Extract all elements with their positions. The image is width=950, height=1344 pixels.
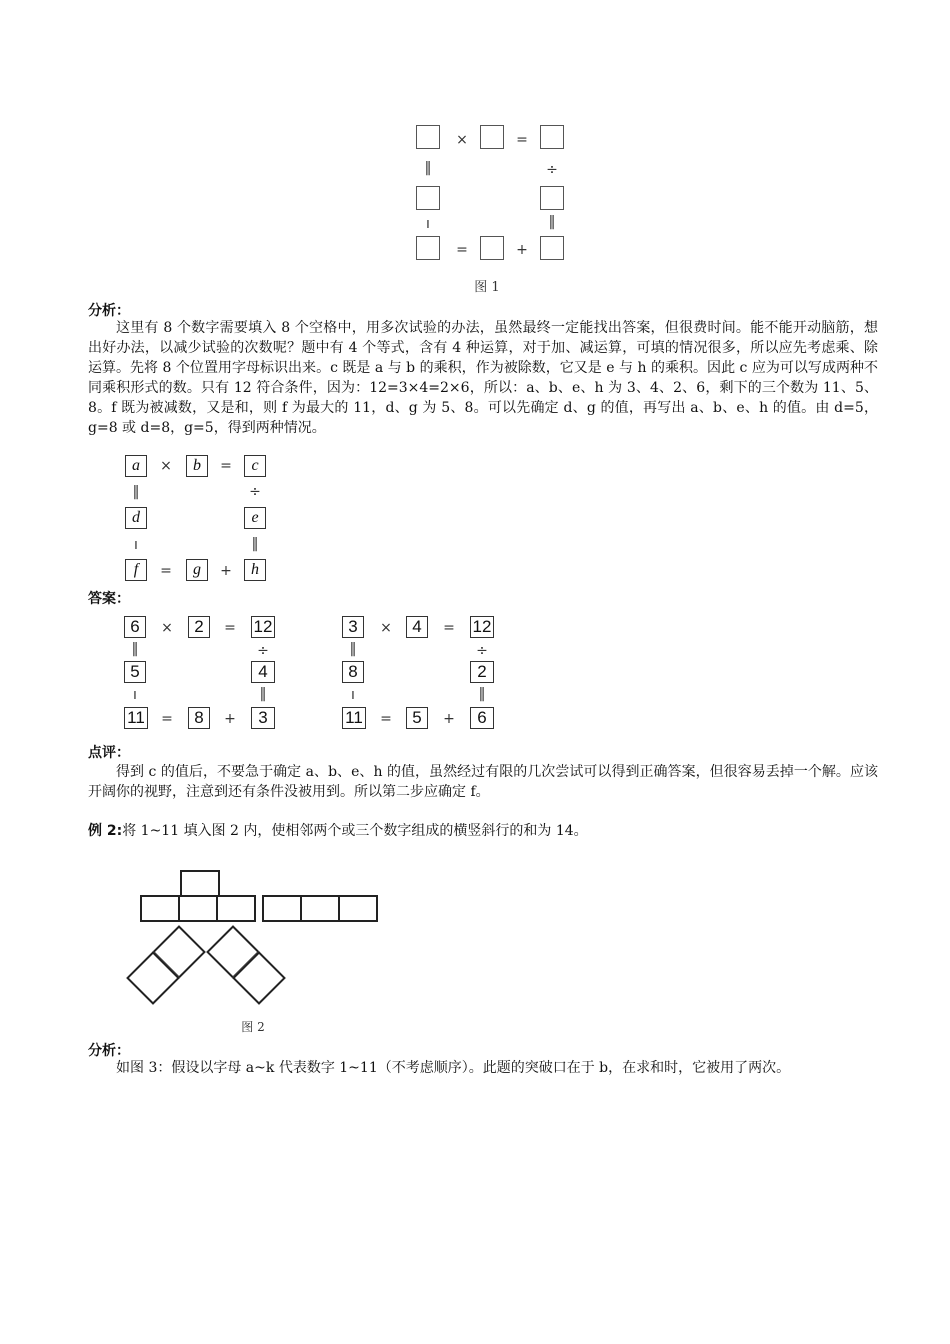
ans2-equals-2: = bbox=[380, 711, 392, 727]
ans1-box-c: 12 bbox=[251, 616, 275, 638]
fig1-eq-vertical: ‖ bbox=[424, 160, 432, 176]
fig2-cell-row1-1 bbox=[140, 895, 180, 922]
ans2-box-b: 4 bbox=[406, 616, 428, 638]
ans1-equals-2: = bbox=[161, 711, 173, 727]
answer-heading: 答案： bbox=[88, 591, 130, 607]
fig2-cell-row1-2 bbox=[178, 895, 218, 922]
letter-box-d: d bbox=[125, 507, 147, 529]
example-2-label: 例 2: bbox=[88, 823, 123, 839]
letter-box-h: h bbox=[244, 559, 266, 581]
ans2-box-h: 6 bbox=[470, 707, 494, 729]
figure-2-caption: 图 2 bbox=[241, 1020, 265, 1034]
letter-times: × bbox=[160, 458, 172, 474]
ans2-eq-vertical: ‖ bbox=[349, 641, 357, 657]
comment-paragraph: 得到 c 的值后，不要急于确定 a、b、e、h 的值，虽然经过有限的几次尝试可以得到正确答案，但很容易丢掉一个解。应该开阔你的视野，注意到还有条件没被用到。所以第二步应确定 f。 bbox=[88, 764, 878, 800]
analysis-heading: 分析： bbox=[88, 303, 130, 319]
ans2-box-e: 2 bbox=[470, 661, 494, 683]
ans1-box-b: 2 bbox=[188, 616, 210, 638]
ans2-times: × bbox=[380, 620, 392, 636]
fig1-box-c bbox=[540, 125, 564, 149]
ans2-minus-vertical: ı bbox=[351, 687, 355, 703]
ans1-divide: ÷ bbox=[257, 643, 269, 659]
letter-box-e: e bbox=[244, 507, 266, 529]
fig2-cell-row2-2 bbox=[300, 895, 340, 922]
letter-box-b: b bbox=[186, 455, 208, 477]
letter-eq-vertical: ‖ bbox=[132, 484, 140, 500]
ans2-box-c: 12 bbox=[470, 616, 494, 638]
fig1-equals: = bbox=[516, 132, 528, 148]
letter-box-a: a bbox=[125, 455, 147, 477]
letter-equals-2: = bbox=[160, 563, 172, 579]
ans1-box-f: 11 bbox=[124, 707, 148, 729]
fig1-divide: ÷ bbox=[546, 162, 558, 178]
ans1-eq-vertical: ‖ bbox=[131, 641, 139, 657]
analysis-2-paragraph: 如图 3：假设以字母 a~k 代表数字 1~11（不考虑顺序）。此题的突破口在于 b，在求和时，它被用了两次。 bbox=[116, 1060, 791, 1076]
ans2-box-a: 3 bbox=[342, 616, 364, 638]
fig2-cell-top bbox=[180, 870, 220, 897]
fig1-equals-2: = bbox=[456, 242, 468, 258]
example-2-text: 将 1~11 填入图 2 内，使相邻两个或三个数字组成的横竖斜行的和为 14。 bbox=[122, 823, 588, 839]
letter-box-g: g bbox=[186, 559, 208, 581]
letter-divide: ÷ bbox=[249, 484, 261, 500]
letter-box-f: f bbox=[125, 559, 147, 581]
ans2-plus: + bbox=[443, 711, 455, 727]
fig1-plus: + bbox=[516, 242, 528, 258]
analysis-paragraph: 这里有 8 个数字需要填入 8 个空格中，用多次试验的办法，虽然最终一定能找出答案，但很费时间。能不能开动脑筋，想出好办法，以减少试验的次数呢？题中有 4 个等式，含有 4 种运算，对于加、减运算，可填的情况很多，所以应先考虑乘、除运算。先将 8 个位置用字母标识出来。c 既是 a 与 b 的乘积，作为被除数，它又是 e 与 h 的乘积。因此 c 应为可以写成两种不同乘积形式的数。只有 12 符合条件，因为：12=3×4=2×6，所以：a、b、e、h 为 3、4、2、6，剩下的三个数为 11、5、8。f 既为被减数，又是和，则 f 为最大的 11，d、g 为 5、8。可以先确定 d、g 的值，再写出 a、b、e、h 的值。由 d=5，g=8 或 d=8，g=5，得到两种情况。 bbox=[88, 320, 878, 436]
fig1-box-a bbox=[416, 125, 440, 149]
letter-plus: + bbox=[220, 563, 232, 579]
fig1-eq-vertical-2: ‖ bbox=[548, 214, 556, 230]
ans2-eq-vertical-2: ‖ bbox=[478, 686, 486, 702]
ans1-eq-vertical-2: ‖ bbox=[259, 686, 267, 702]
ans1-box-a: 6 bbox=[124, 616, 146, 638]
analysis-2-heading: 分析： bbox=[88, 1043, 130, 1059]
fig1-box-h bbox=[540, 236, 564, 260]
fig2-cell-row1-3 bbox=[216, 895, 256, 922]
ans1-box-h: 3 bbox=[251, 707, 275, 729]
letter-box-c: c bbox=[244, 455, 266, 477]
fig1-box-b bbox=[480, 125, 504, 149]
letter-minus-vertical: ı bbox=[134, 537, 138, 553]
fig1-times: × bbox=[456, 132, 468, 148]
letter-equals: = bbox=[220, 458, 232, 474]
ans1-times: × bbox=[161, 620, 173, 636]
ans2-divide: ÷ bbox=[476, 643, 488, 659]
ans2-equals: = bbox=[443, 620, 455, 636]
fig1-box-f bbox=[416, 236, 440, 260]
ans1-box-g: 8 bbox=[188, 707, 210, 729]
ans1-minus-vertical: ı bbox=[133, 687, 137, 703]
ans1-box-d: 5 bbox=[124, 661, 146, 683]
fig2-cell-row2-1 bbox=[262, 895, 302, 922]
ans2-box-d: 8 bbox=[342, 661, 364, 683]
fig1-box-g bbox=[480, 236, 504, 260]
ans1-box-e: 4 bbox=[251, 661, 275, 683]
fig1-box-e bbox=[540, 186, 564, 210]
letter-eq-vertical-2: ‖ bbox=[251, 536, 259, 552]
fig2-cell-row2-3 bbox=[338, 895, 378, 922]
fig1-minus-vertical: ı bbox=[426, 216, 430, 232]
figure-1-caption: 图 1 bbox=[474, 280, 500, 295]
fig1-box-d bbox=[416, 186, 440, 210]
ans1-equals: = bbox=[224, 620, 236, 636]
ans2-box-f: 11 bbox=[342, 707, 366, 729]
comment-heading: 点评： bbox=[88, 745, 130, 761]
ans1-plus: + bbox=[224, 711, 236, 727]
example-2 bbox=[88, 820, 588, 840]
ans2-box-g: 5 bbox=[406, 707, 428, 729]
